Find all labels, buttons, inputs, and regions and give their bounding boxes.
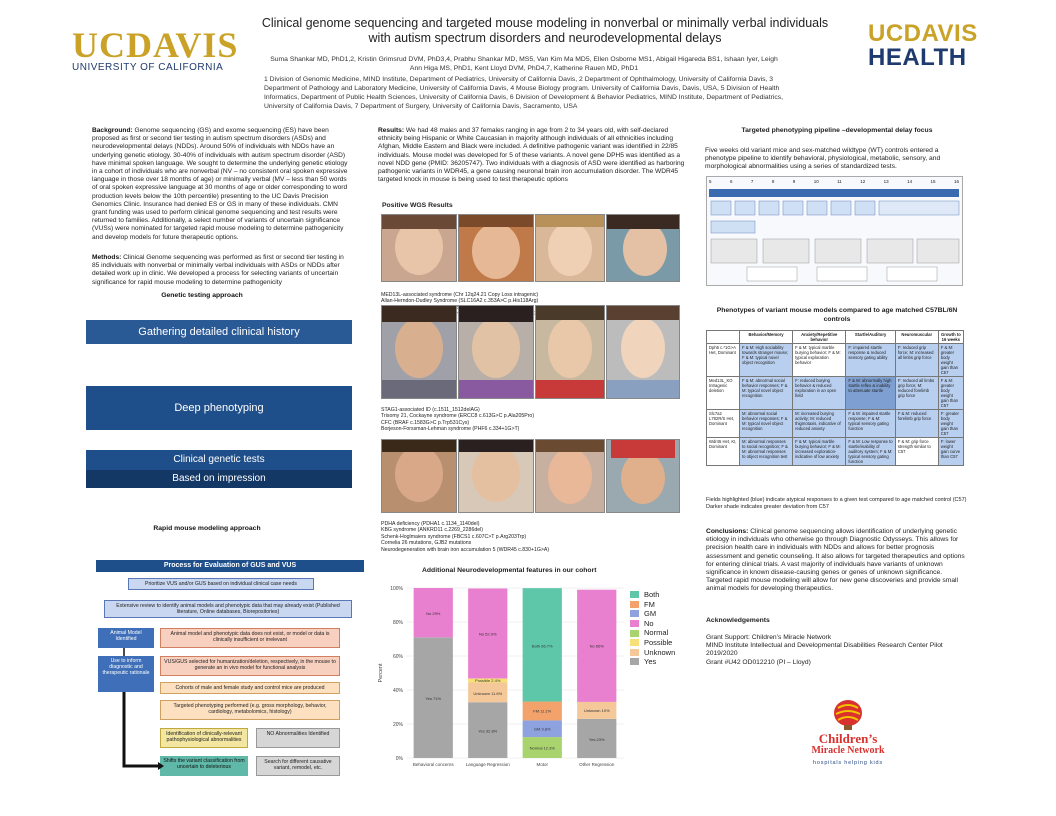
uc-davis-health-logo — [868, 22, 988, 70]
poster-title: Clinical genome sequencing and targeted mouse modeling in nonverbal or minimally verbal individuals with autism spectrum disorders and neurodevelopmental delays — [261, 16, 829, 45]
legend-item — [630, 648, 675, 658]
week-label: 11 — [837, 179, 842, 184]
data-label: No 66% — [589, 643, 604, 649]
patient-photo-2 — [458, 214, 534, 282]
flow-arrows — [96, 560, 364, 780]
legend-item — [630, 657, 675, 667]
acknowledgements-text — [706, 634, 968, 667]
conclusions-label: Conclusions: — [706, 528, 749, 535]
flow-step-model-identified: Animal Model Identified — [98, 628, 154, 648]
table-row — [707, 377, 964, 410]
vus-process-flowchart — [96, 560, 364, 780]
legend-swatch — [630, 639, 639, 646]
flow-step-abnormalities: Identification of clinically-relevant pathophysiological abnormalities — [160, 728, 248, 748]
legend-swatch — [630, 649, 639, 656]
pipeline-title: Targeted phenotyping pipeline –developmental delay focus — [741, 127, 933, 134]
flow-step-no-model: Animal model and phenotypic data does not exist, or model or data is clinically insufficient or irrelevant — [160, 628, 340, 648]
legend-swatch — [630, 630, 639, 637]
legend-item — [630, 590, 675, 600]
table-row — [707, 344, 964, 377]
legend-swatch — [630, 620, 639, 627]
data-label: Unknown 10% — [583, 707, 610, 713]
week-label: 16 — [953, 179, 959, 184]
caption-line: KBG syndrome (ANKRD11 c.2269_2286del) — [381, 527, 483, 534]
data-label: GM 9.8% — [533, 726, 551, 732]
caption-line: c.7825C>T — [444, 304, 470, 311]
caption-line: Neurodegeneration with brain iron accumulation 5 (WDR45 c.830+1G>A) — [381, 546, 550, 553]
week-label: 13 — [883, 179, 889, 184]
table-cell: F & M: abnormally high startle reflex & inability to attenuate startle — [846, 377, 895, 410]
table-note-line: Fields highlighted (blue) indicate atypical responses to a given test compared to age matched control (C57) — [706, 497, 967, 503]
background-section — [92, 127, 350, 242]
background-text: Genome sequencing (GS) and exome sequencing (ES) have been proposed as first or second tier testing in autism spectrum disorders (ASDs) and neurodevelopmental delays (NDDs). Around 50% of individuals with NDDs have an underlying genetic etiology. 30-40% of individuals with autism spectrum disorder (ASD) have minimal spoken language. We sought to determine the underlying genetic etiology in a cohort of individuals who are nonverbal (NV – no consistent oral spoken expressive language in those over 18 months of age) or minimally verbal (MV – less than 50 words of oral spoken expressive language at 30 months of age or older corresponding to word production levels below the 10th percentile) presenting to the UC Davis Precision Genomics Clinic. Insurance had denied ES or GS in many of these individuals. CMN grant funding was used to perform clinical genome sequencing and test results were returned to families. Additionally, a select number of variants of uncertain significance (VUSs) were nominated for targeted rapid mouse modeling to determine pathogenicity and develop models for future therapeutic options. — [92, 127, 348, 241]
legend-label: GM — [644, 609, 657, 619]
table-cell: F: reduced all limbs grip force; M: reduced forelimb grip force — [895, 377, 938, 410]
health-logo-line1: UCDAVIS — [868, 20, 978, 47]
data-label: No 29% — [426, 611, 441, 616]
legend-label: Both — [644, 590, 660, 599]
caption-line: Cornelia 26 mutations, GJB2 mutations — [381, 540, 472, 547]
y-tick-label: 40% — [392, 688, 403, 694]
table-cell: F & M: reduced forelimb grip force — [895, 410, 938, 438]
triangle-gap — [86, 344, 352, 386]
ack-line: MIND Institute Intellectual and Developmental Disabilities Research Center Pilot 2019/2020 — [706, 642, 943, 658]
acknowledgements-title: Acknowledgements — [706, 617, 770, 624]
triangle-level-impression: Based on impression — [86, 470, 352, 488]
patient-photo-12 — [606, 439, 680, 513]
triangle-level-phenotyping: Deep phenotyping — [86, 386, 352, 430]
balloon-icon — [830, 700, 866, 730]
genetic-approach-diagram — [86, 320, 352, 490]
table-cell: Med13L_KO Intragenic deletion — [707, 377, 740, 410]
table-cell: Slc7a2 L782R/S Het, Dominant — [707, 410, 740, 438]
methods-text: Clinical Genome sequencing was performed as first or second tier testing in 85 individuals with nonverbal or minimally verbal individuals with ASDs or NDDs after detailed work up in clinic. We developed a process for selecting variants of uncertain significance for rapid mouse modeling to determine pathogenicity — [92, 254, 344, 286]
methods-section — [92, 254, 350, 287]
patient-photo-9 — [381, 439, 457, 513]
legend-swatch — [630, 591, 639, 598]
health-logo-line2: HEALTH — [868, 44, 967, 71]
features-stacked-bar-chart — [374, 580, 630, 778]
phenotype-table-title: Phenotypes of variant mouse models compared to age matched C57BL/6N controls — [716, 307, 958, 323]
table-cell: Wdr45 Het, KI, Dominant — [707, 438, 740, 466]
x-tick-label: Motor — [536, 762, 549, 767]
patient-photo-8 — [606, 305, 680, 399]
triangle-level-tests: Clinical genetic tests — [86, 450, 352, 470]
y-tick-label: 100% — [390, 586, 403, 592]
ack-line: Grant Support: Children’s Miracle Network — [706, 634, 832, 641]
logo-sub-text: UNIVERSITY OF CALIFORNIA — [72, 62, 224, 73]
table-row — [707, 438, 964, 466]
table-cell: F & M: greater body weight gain than C57 — [938, 377, 963, 410]
triangle-level-history: Gathering detailed clinical history — [86, 320, 352, 344]
caption-line: PDHA deficiency (PDHA1 c.1134_1140del) — [381, 521, 480, 527]
flow-step-review: Extensive review to identify animal models and phenotypic data that may already exist (Published literature, Online databases, Biorepositories) — [104, 600, 352, 618]
table-cell: F & M: abnormal social behavior responses; F & M: typical novel object recognition — [740, 377, 793, 410]
week-label: 14 — [907, 179, 913, 184]
y-axis-label: Percent — [378, 663, 384, 683]
caption-line: Borjeson-Forssman-Lehman syndrome (PHF6 c.334+1G>T) — [381, 426, 520, 433]
table-header-cell: Startle/Auditory — [846, 331, 895, 344]
background-label: Background: — [92, 127, 133, 134]
phenotype-table — [706, 330, 964, 466]
data-label: Yes 71% — [425, 696, 442, 701]
data-label: Yes 32.8% — [478, 728, 498, 734]
uc-davis-logo — [72, 25, 240, 73]
patient-photo-11 — [535, 439, 605, 513]
legend-swatch — [630, 658, 639, 665]
legend-item — [630, 619, 675, 629]
x-tick-label: Other Regression — [579, 762, 615, 767]
table-notes — [706, 497, 968, 511]
table-header-row — [707, 331, 964, 344]
results-label: Results: — [378, 127, 405, 134]
week-label: 8 — [771, 179, 775, 184]
table-cell: F: greater body weight gain than C57 — [938, 410, 963, 438]
table-cell: M: abnormal social behavior responses; F & M: typical novel object recognition — [740, 410, 793, 438]
flow-step-prioritize: Prioritize VUS and/or GUS based on individual clinical case needs — [128, 578, 314, 590]
week-label: 15 — [930, 179, 936, 184]
y-tick-label: 60% — [392, 654, 403, 660]
wgs-results-title: Positive WGS Results — [382, 202, 453, 209]
legend-swatch — [630, 601, 639, 608]
pipeline-description: Five weeks old variant mice and sex-matched wildtype (WT) controls entered a phenotype pipeline to identify behavioral, physiological, metabolic, sensory, and morphological abnormalities using a series of standardized tests. — [705, 147, 941, 171]
week-label: 5 — [709, 179, 712, 184]
ack-line: Grant #U42 OD012210 (PI – Lloyd) — [706, 658, 811, 666]
results-section — [378, 127, 686, 184]
table-cell: F: lower weight gain curve than C57 — [938, 438, 963, 466]
logo-main-text: UCDAVIS — [72, 25, 239, 65]
data-label: No 52.9% — [478, 631, 497, 637]
pipeline-schematic — [707, 187, 962, 283]
childrens-miracle-network-logo — [800, 700, 896, 776]
patient-photo-6 — [458, 305, 534, 399]
legend-label: Normal — [644, 628, 669, 638]
patient-photo-5 — [381, 305, 457, 399]
data-label: FM 11.1% — [533, 708, 552, 714]
week-label: 6 — [729, 179, 733, 184]
data-label: Both 66.7% — [531, 643, 553, 649]
week-label: 12 — [860, 179, 866, 184]
table-header-cell: Anxiety/Repetitive behavior — [793, 331, 846, 344]
data-label: Unknown 11.6% — [473, 690, 503, 696]
cmn-line-1: Children’s — [818, 731, 878, 746]
caption-line: STAG1-associated ID (c.1511_1512delAG) — [381, 407, 480, 413]
y-tick-label: 20% — [392, 722, 403, 728]
legend-swatch — [630, 610, 639, 617]
flow-step-cohorts: Cohorts of male and female study and control mice are produced — [160, 682, 340, 694]
patient-photo-7 — [535, 305, 605, 399]
mouse-modeling-title: Rapid mouse modeling approach — [153, 525, 261, 532]
genetic-testing-title: Genetic testing approach — [161, 292, 243, 299]
table-cell: F & M: typical marble burying behavior; F & M: typical exploration behavior — [793, 344, 846, 377]
table-cell: F: reduced burying behavior & reduced exploration in an open field — [793, 377, 846, 410]
conclusions-text: Clinical genome sequencing allows identification of underlying genetic etiology in individuals who otherwise go through Diagnostic Odysseys. This allows for precision health care in individuals with NDDs and allows for better prognosis assessment and genetic counseling. It also allows for targeted therapeutics and options for entering clinical trials. A vast majority of individuals have variants of unknown significance in known disease-causing genes or genes of unknown significance. Targeted rapid mouse modeling will allow for new gene discoveries and provide small animal models for developing therapeutics. — [706, 528, 965, 593]
table-cell: F & M: greater body weight gain than C57 — [938, 344, 963, 377]
y-tick-label: 0% — [395, 756, 403, 762]
flow-step-search-variant: Search for different causative variant, remodel, etc. — [256, 756, 340, 776]
x-tick-label: Language Regression — [465, 762, 510, 767]
table-cell: M: abnormal responses to social recognition; F & M: abnormal responses to object recognition test — [740, 438, 793, 466]
patient-photo-4 — [606, 214, 680, 282]
legend-item — [630, 628, 675, 638]
week-label: 9 — [792, 179, 796, 184]
results-text: We had 48 males and 37 females ranging in age from 2 to 34 years old, with self-declared ethnicity being Hispanic or White Caucasian in majority although individuals of all ethnicities including Afghan, Middle Eastern and Black were included. A definitive pathogenic variant was identified in 22/85 individuals. Mouse model was developed for 5 of these variants. A novel gene DPH5 was identified as a novel NDD gene (PMID: 36205747). Two individuals with a diagnosis of ASD were identified as harboring pathogenic variants in WDR45, a gene causing neuronal brain iron accumulation disorder. The WDR45 targeted knock in mouse is being used to test therapeutic options — [378, 127, 685, 184]
legend-item — [630, 609, 675, 619]
caption-row-2 — [381, 407, 681, 433]
table-header-cell: Behavior/Memory — [740, 331, 793, 344]
x-tick-label: Behavioral concerns — [412, 762, 454, 767]
caption-line: Schenk-Hoglmaiers syndrome (FBCS1 c.607C>T p.Arg203Trp) — [381, 533, 527, 540]
legend-label: Unknown — [644, 647, 676, 657]
table-cell: F & M: Low response to startle/inability of auditory system; F & M: typical sensory gating function — [846, 438, 895, 466]
data-label: Yes 23% — [588, 736, 605, 742]
patient-photo-10 — [458, 439, 534, 513]
legend-label: Possible — [644, 637, 673, 647]
caption-line: CFC (BRAF c.1583G>C p.Trp531Cys) — [381, 419, 470, 426]
table-note-line: Darker shade indicates greater deviation from C57 — [706, 504, 829, 510]
y-tick-label: 80% — [392, 620, 403, 626]
flow-title: Process for Evaluation of GUS and VUS — [96, 560, 364, 572]
flow-step-humanization: VUS/GUS selected for humanization/deletion, respectively, in the mouse to generate an in vivo model for functional analysis — [160, 656, 340, 676]
table-header-cell — [707, 331, 740, 344]
data-label: Possible 2.4% — [475, 677, 501, 683]
table-cell: F: impaired startle response & reduced sensory gating ability — [846, 344, 895, 377]
week-label: 7 — [750, 179, 754, 184]
author-block — [264, 55, 784, 111]
table-cell: M: increased burying activity; M: reduced thigmotaxis, indicative of reduced anxiety — [793, 410, 846, 438]
caption-row-3 — [381, 521, 681, 553]
table-cell: F & M: High sociability towards stranger mouse; F & M: typical novel object recognition — [740, 344, 793, 377]
week-label: 10 — [813, 179, 819, 184]
pipeline-week-axis — [709, 179, 959, 187]
chart-legend — [630, 590, 675, 667]
table-cell: F & M: typical marble burying behavior; F & M: increased exploration-indicative of low anxiety — [793, 438, 846, 466]
author-names: Suma Shankar MD, PhD1,2, Kristin Grimsrud DVM, PhD3,4, Prabhu Shankar MD, MS5, Van Kim Ma MD5, Ellen Osborne MS1, Abigail Higareda BS1, Ishaan Iyer, Leigh Ann Higa MS, PhD1, Kent Lloyd DVM, PhD4,7, Katherine Rauen MD, PhD1 — [270, 56, 778, 72]
flow-step-phenotyping: Targeted phenotyping performed (e.g. gross morphology, behavior, cardiology, metabolomics, histology) — [160, 700, 340, 720]
table-row — [707, 410, 964, 438]
caption-line: Trisomy 21, Cockayne syndrome (ERCC8 c.613G>C p.Ala205Pro) — [381, 413, 535, 420]
cmn-line-3: hospitals helping kids — [813, 760, 883, 766]
conclusions-section — [706, 528, 968, 594]
flow-step-shift-classification: Shifts the variant classification from uncertain to deleterious — [160, 756, 248, 776]
patient-photo-3 — [535, 214, 605, 282]
affiliations: 1 Division of Genomic Medicine, MIND Institute, Department of Pediatrics, University of California Davis, 2 Department of Ophthalmology, University of California Davis, 3 Department of Pathology and Laboratory Medicine, University of California Davis, 4 Mouse Biology program. University of California Davis, Davis, USA, 5 Division of Health Informatics, Department of Public Health Sciences, University of California Davis, 6 Division of Development & Behavior Pediatrics, MIND Institute, Department of Pediatrics, University of California Davis, 7 Department of Surgery, University of California Davis, Sacramento, USA — [264, 76, 784, 110]
pipeline-diagram — [706, 176, 963, 286]
table-cell: F & M: grip force strength similar to C57 — [895, 438, 938, 466]
legend-label: FM — [644, 599, 655, 609]
chart-title: Additional Neurodevelopmental features in our cohort — [422, 567, 597, 574]
legend-label: No — [644, 618, 654, 628]
table-header-cell: Neuromuscular — [895, 331, 938, 344]
caption-line: Allan-Herndon-Dudley Syndrome (SLC16A2 c.353A>C p.His118Arg) — [381, 298, 539, 305]
table-cell: Dph5 c.*1G>A Het, Dominant — [707, 344, 740, 377]
table-header-cell: Growth to 16 weeks — [938, 331, 963, 344]
legend-item — [630, 600, 675, 610]
cmn-line-2: Miracle Network — [811, 745, 885, 756]
legend-label: Yes — [644, 657, 657, 667]
legend-item — [630, 638, 675, 648]
table-cell: F: reduced grip force; M: increased all limbs grip force — [895, 344, 938, 377]
table-cell: F & M: impaired startle response; F & M: typical sensory gating function — [846, 410, 895, 438]
data-label: Normal 12.3% — [529, 745, 555, 751]
caption-line: MED13L-associated syndrome (Chr 12q24.21 Copy Loss intragenic) — [381, 292, 539, 298]
methods-label: Methods: — [92, 254, 122, 261]
flow-step-inform-rationale: Use to inform diagnostic and therapeutic rationale — [98, 656, 154, 692]
patient-photo-1 — [381, 214, 457, 282]
flow-step-no-abnormalities: NO Abnormalities Identified — [256, 728, 340, 748]
